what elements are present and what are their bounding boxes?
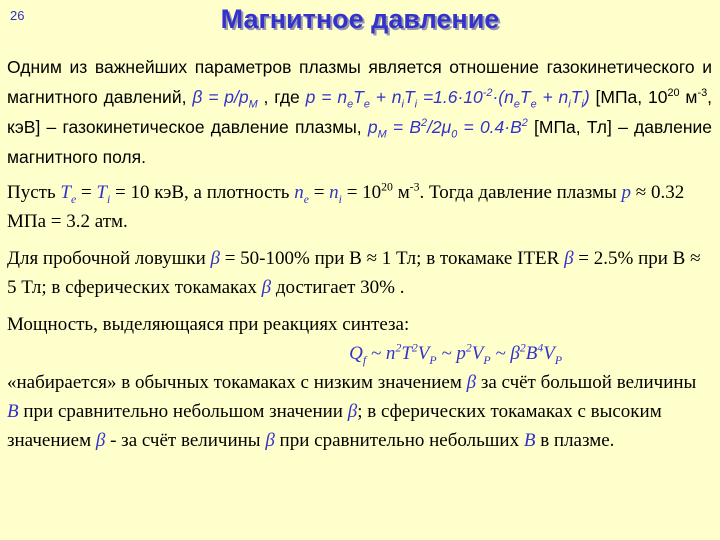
paragraph-beta-values: Для пробочной ловушки β = 50-100% при B ≈ 1 Тл; в токамаке ITER β = 2.5% при B ≈ 5 Тл; в сферических токамаках β достигает 30% . xyxy=(7,248,701,298)
slide-title: Магнитное давление xyxy=(220,4,500,34)
formula-fusion-power: $Q_f$ ~ $n^2T^2V_P$ ~ $p^2V_P$ ~ $\beta^2B^4V_P$ xyxy=(349,341,562,367)
paragraph-conclusion: «набирается» в обычных токамаках с низким значением β за счёт большой величины B при сравнительно небольшом значении β; в сферических токамаках с высоким значением β - за счёт величины β при сравнительно небольших B в плазме. xyxy=(7,372,697,451)
paragraph-example: Пусть $T_e = T_i = 10$ кэВ, а плотность $n_e = n_i = 10^{20}$ $м^{-3}$. Тогда давление плазмы p ≈ 0.32 МПа = 3.2 атм. xyxy=(7,180,685,232)
slide-number: 26 xyxy=(10,8,25,23)
slide-body xyxy=(7,52,712,463)
formula-beta: $\beta = p/p_M$ xyxy=(192,87,258,111)
formula-gas-pressure: $p = n_eT_e + n_iT_i =1.6\cdot 10^{-2}\cdot(n_eT_e + n_iT_i)$ xyxy=(305,87,590,111)
paragraph-definition: Одним из важнейших параметров плазмы является отношение газокинетического и магнитного давлений, $\beta = p/p_M$ , где $p = n_eT_e + n_iT_i =1.6\cdot 10^{-2}\cdot(n_eT_e + n_iT_i)$ [МПа, $10^{20}$ $м^{-3}$, кэВ] – газокинетическое давление плазмы, $p_M = B^2/2\mu_0 = 0.4\cdot B^2$ [МПа, Тл] – давление магнитного поля. xyxy=(7,57,712,167)
formula-magnetic-pressure: $p_M = B^2/2\mu_0 = 0.4\cdot B^2$ xyxy=(367,117,528,141)
paragraph-fusion-power: Мощность, выделяющаяся при реакциях синтеза: xyxy=(7,314,410,335)
